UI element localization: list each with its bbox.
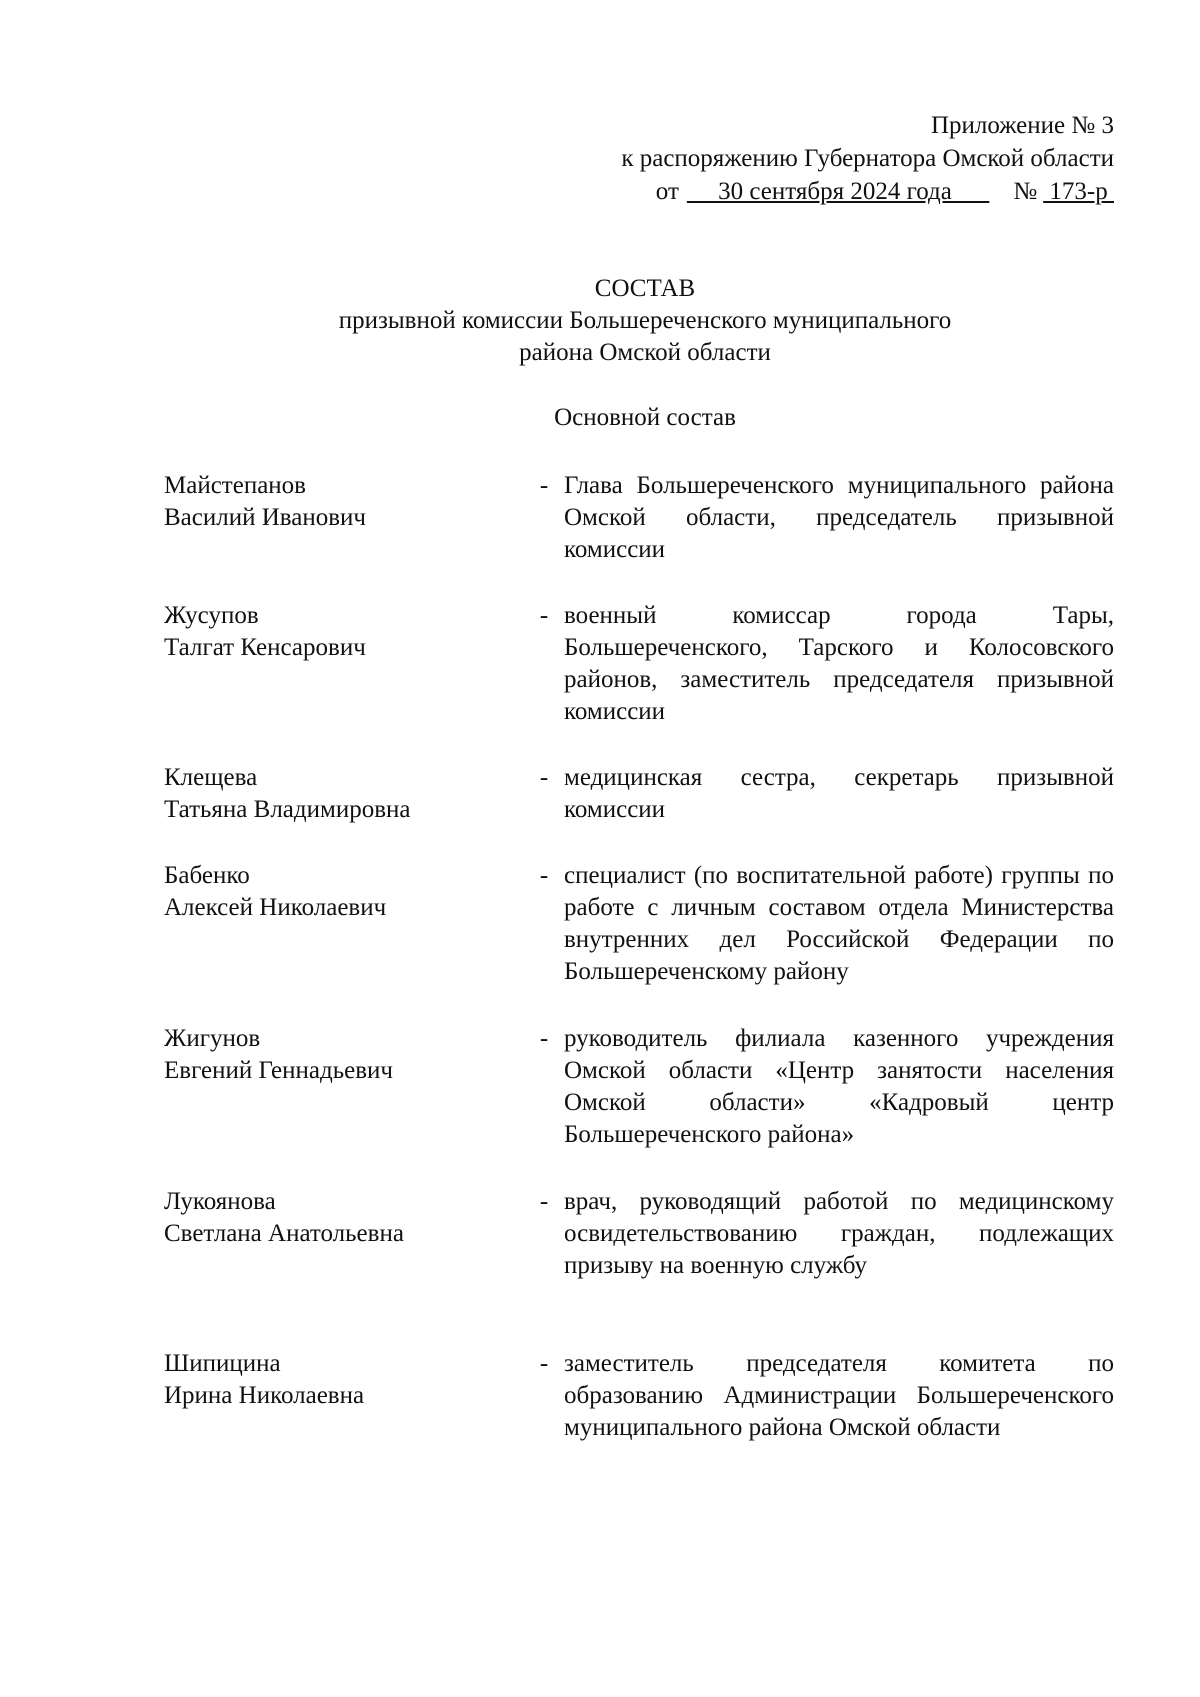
- number-value: 173-р: [1043, 178, 1114, 205]
- member-name: [164, 600, 524, 728]
- member-surname: Лукоянова: [164, 1188, 276, 1215]
- member-given-name: Татьяна Владимировна: [164, 796, 411, 823]
- member-dash: -: [539, 602, 549, 629]
- member-row: [164, 860, 1114, 988]
- member-row: [164, 762, 1114, 826]
- member-name: [164, 470, 524, 566]
- member-role: специалист (по воспитательной работе) группы по работе с личным составом отдела Министерства внутренних дел Российской Федерации по Большереченскому району: [564, 862, 1114, 985]
- member-given-name: Талгат Кенсарович: [164, 634, 366, 661]
- member-dash: -: [539, 472, 549, 499]
- member-surname: Майстепанов: [164, 472, 306, 499]
- member-name: [164, 1023, 524, 1151]
- member-given-name: Алексей Николаевич: [164, 894, 387, 921]
- member-name: [164, 1186, 524, 1282]
- member-dash: -: [539, 764, 549, 791]
- member-row: [164, 1348, 1114, 1444]
- member-surname: Жусупов: [164, 602, 259, 629]
- member-name: [164, 762, 524, 826]
- member-row: [164, 470, 1114, 566]
- member-role: заместитель председателя комитета по образованию Администрации Большереченского муниципального района Омской области: [564, 1350, 1114, 1441]
- member-role: врач, руководящий работой по медицинскому освидетельствованию граждан, подлежащих призыву на военную службу: [564, 1188, 1114, 1279]
- member-surname: Жигунов: [164, 1025, 261, 1052]
- document-header: [621, 110, 1114, 209]
- member-dash: -: [539, 1188, 549, 1215]
- member-role: военный комиссар города Тары, Большереченского, Тарского и Колосовского районов, заместитель председателя призывной комиссии: [564, 602, 1114, 725]
- member-row: [164, 600, 1114, 728]
- order-reference: к распоряжению Губернатора Омской области: [621, 145, 1114, 172]
- date-value: 30 сентября 2024 года: [686, 178, 990, 205]
- member-given-name: Василий Иванович: [164, 504, 366, 531]
- section-title: Основной состав: [554, 404, 736, 431]
- member-row: [164, 1023, 1114, 1151]
- member-dash: -: [539, 1350, 549, 1377]
- member-role: медицинская сестра, секретарь призывной комиссии: [564, 764, 1114, 823]
- number-prefix: №: [1013, 178, 1038, 205]
- title-line-3: района Омской области: [519, 339, 771, 366]
- member-given-name: Ирина Николаевна: [164, 1382, 365, 1409]
- member-dash: -: [539, 862, 549, 889]
- member-given-name: Светлана Анатольевна: [164, 1220, 404, 1247]
- document-title: [0, 273, 1200, 369]
- date-prefix: от: [655, 178, 679, 205]
- member-surname: Клещева: [164, 764, 258, 791]
- member-given-name: Евгений Геннадьевич: [164, 1057, 393, 1084]
- member-surname: Шипицина: [164, 1350, 281, 1377]
- member-row: [164, 1186, 1114, 1282]
- date-line: [621, 176, 1114, 209]
- appendix-label: Приложение № 3: [930, 112, 1114, 139]
- title-line-2: призывной комиссии Большереченского муниципального: [338, 307, 952, 334]
- title-main: СОСТАВ: [594, 275, 696, 302]
- member-surname: Бабенко: [164, 862, 250, 889]
- member-role: Глава Большереченского муниципального района Омской области, председатель призывной комиссии: [564, 472, 1114, 563]
- member-name: [164, 1348, 524, 1444]
- member-name: [164, 860, 524, 988]
- member-role: руководитель филиала казенного учреждения Омской области «Центр занятости населения Омской области» «Кадровый центр Большереченского района»: [564, 1025, 1114, 1148]
- member-dash: -: [539, 1025, 549, 1052]
